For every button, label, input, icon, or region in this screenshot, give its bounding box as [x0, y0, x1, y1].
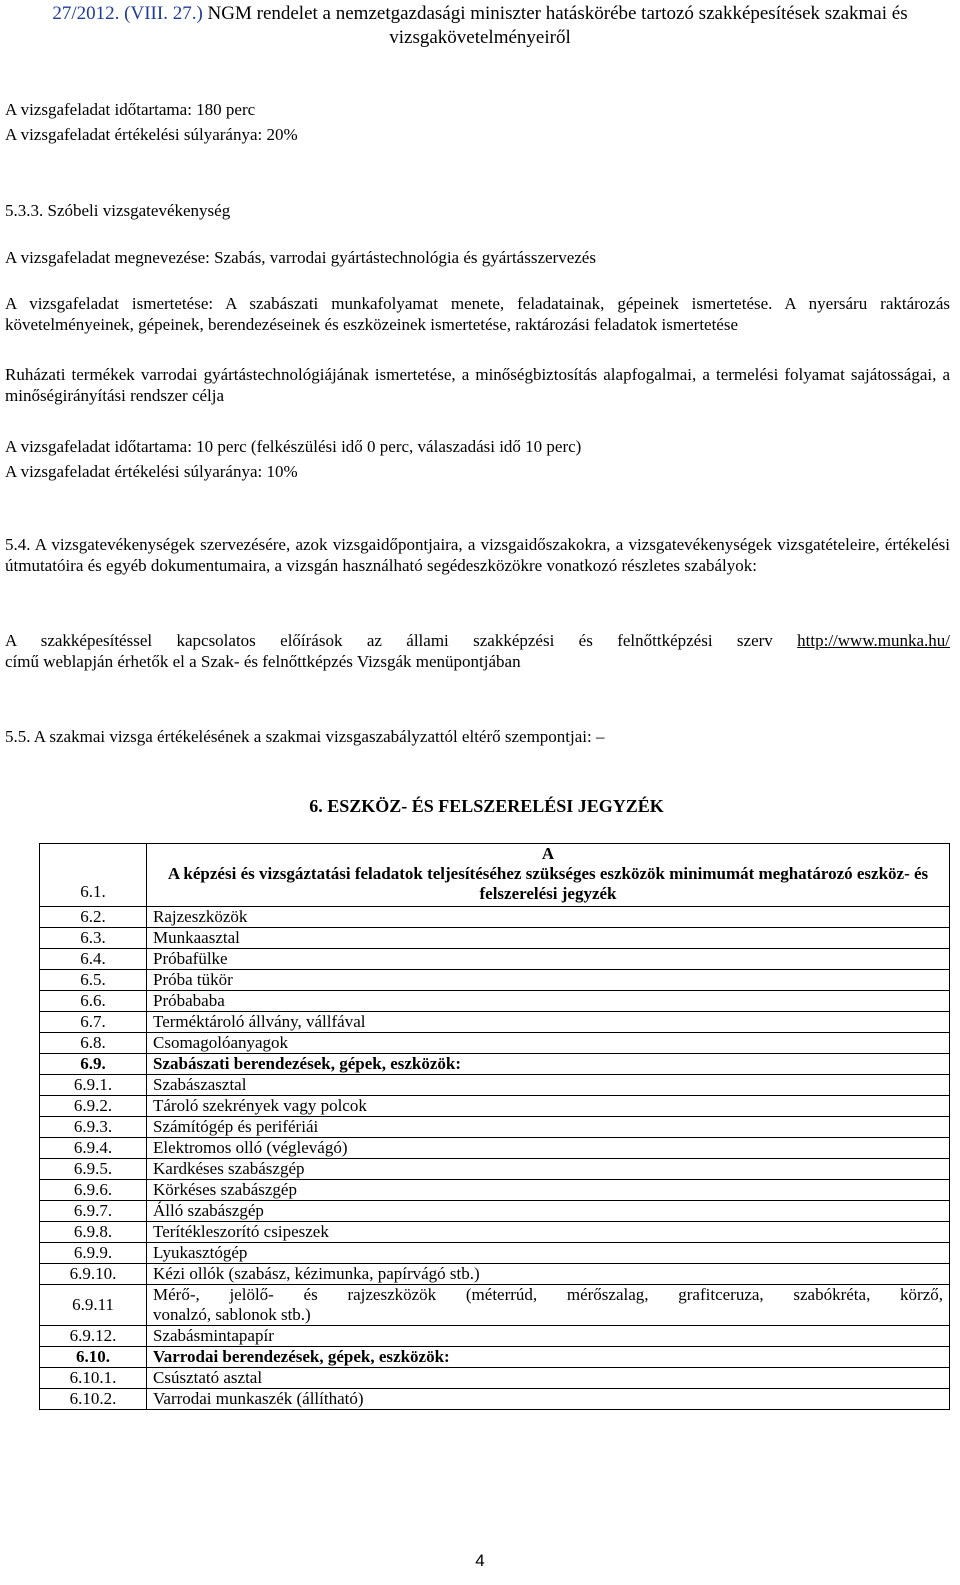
row-text: Tároló szekrények vagy polcok [147, 1096, 950, 1117]
section-54-info [5, 630, 950, 672]
table-row [40, 949, 950, 970]
row-text: Álló szabászgép [147, 1201, 950, 1222]
table-row [40, 1117, 950, 1138]
exam-task-weight: A vizsgafeladat értékelési súlyaránya: 10% [5, 462, 298, 481]
table-row [40, 1222, 950, 1243]
prev-weight: A vizsgafeladat értékelési súlyaránya: 20% [5, 125, 298, 144]
header-title: NGM rendelet a nemzetgazdasági miniszter hatáskörébe tartozó szakképesítések szakmai és vizsgakövetelményeiről [207, 3, 908, 48]
row-number: 6.8. [40, 1033, 147, 1054]
row-text: Terméktároló állvány, vállfával [147, 1012, 950, 1033]
row-text: Számítógép és perifériái [147, 1117, 950, 1138]
section-533-heading: 5.3.3. Szóbeli vizsgatevékenység [5, 201, 231, 220]
equipment-table [39, 843, 950, 1410]
row-number: 6.10. [40, 1347, 147, 1368]
munka-hu-link[interactable]: http://www.munka.hu/ [797, 631, 950, 650]
row-number: 6.9.2. [40, 1096, 147, 1117]
exam-task-description: A vizsgafeladat ismertetése: A szabászati munkafolyamat menete, feladatainak, gépeinek ismertetése. A nyersáru raktározás követelményeinek, gépeinek, berendezéseinek és eszközeinek ismertetése, raktározási feladatok ismertetése [5, 294, 950, 334]
row-number: 6.9.8. [40, 1222, 147, 1243]
row-text: Kardkéses szabászgép [147, 1159, 950, 1180]
table-row [40, 1285, 950, 1326]
row-text: Varrodai munkaszék (állítható) [147, 1389, 950, 1410]
row-text-line-2: vonalzó, sablonok stb.) [153, 1305, 311, 1324]
table-header-col-letter: A [541, 844, 555, 863]
row-text: Szabásmintapapír [147, 1326, 950, 1347]
table-row [40, 1389, 950, 1410]
table-row [40, 991, 950, 1012]
table-row [40, 1075, 950, 1096]
row-number: 6.9.6. [40, 1180, 147, 1201]
row-text: Próba tükör [147, 970, 950, 991]
row-number: 6.9.11 [40, 1285, 147, 1326]
table-row [40, 1012, 950, 1033]
row-number: 6.9.12. [40, 1326, 147, 1347]
table-row [40, 1347, 950, 1368]
row-text: Munkaasztal [147, 928, 950, 949]
exam-task-name: A vizsgafeladat megnevezése: Szabás, varrodai gyártástechnológia és gyártásszervezés [5, 248, 596, 267]
section-54-text: 5.4. A vizsgatevékenységek szervezésére, azok vizsgaidőpontjaira, a vizsgaidőszakokra, a vizsgatevékenységek vizsgatételeire, értékelési útmutatóira és egyéb dokumentumaira, a vizsgán használható segédeszközökre vonatkozó részletes szabályok: [5, 535, 950, 575]
section-55-text: 5.5. A szakmai vizsga értékelésének a szakmai vizsgaszabályzattól eltérő szempontjai: – [5, 727, 605, 746]
row-text: Rajzeszközök [147, 907, 950, 928]
row-text: Varrodai berendezések, gépek, eszközök: [147, 1347, 950, 1368]
page-header [0, 2, 960, 50]
row-text: Körkéses szabászgép [147, 1180, 950, 1201]
row-number: 6.10.2. [40, 1389, 147, 1410]
table-row [40, 1201, 950, 1222]
table-header-cell [147, 844, 950, 907]
row-text: Terítékleszorító csipeszek [147, 1222, 950, 1243]
row-text: Kézi ollók (szabász, kézimunka, papírvágó stb.) [147, 1264, 950, 1285]
row-number: 6.9.4. [40, 1138, 147, 1159]
row-text: Szabászati berendezések, gépek, eszközök: [147, 1054, 950, 1075]
row-text: Elektromos olló (véglevágó) [147, 1138, 950, 1159]
table-row [40, 928, 950, 949]
row-text: Csomagolóanyagok [147, 1033, 950, 1054]
table-header-row [40, 844, 950, 907]
row-number: 6.2. [40, 907, 147, 928]
row-text [147, 1285, 950, 1326]
row-text: Csúsztató asztal [147, 1368, 950, 1389]
table-row [40, 907, 950, 928]
table-row [40, 1033, 950, 1054]
row-number: 6.9.9. [40, 1243, 147, 1264]
row-number: 6.5. [40, 970, 147, 991]
row-text: Lyukasztógép [147, 1243, 950, 1264]
page-number: 4 [475, 1551, 485, 1570]
row-number: 6.6. [40, 991, 147, 1012]
section-54-info-after: című weblapján érhetők el a Szak- és felnőttképzés Vizsgák menüpontjában [5, 652, 521, 671]
row-number: 6.9. [40, 1054, 147, 1075]
exam-task-description-2: Ruházati termékek varrodai gyártástechnológiájának ismertetése, a minőségbiztosítás alapfogalmai, a termelési folyamat sajátosságai, a minőségirányítási rendszer célja [5, 365, 950, 405]
table-row [40, 1138, 950, 1159]
table-row [40, 970, 950, 991]
row-text: Próbababa [147, 991, 950, 1012]
table-row [40, 1264, 950, 1285]
table-row [40, 1243, 950, 1264]
section-54-info-text: A szakképesítéssel kapcsolatos előírások az állami szakképzési és felnőttképzési szerv [5, 631, 798, 650]
prev-duration: A vizsgafeladat időtartama: 180 perc [5, 100, 256, 119]
row-number: 6.3. [40, 928, 147, 949]
row-number: 6.9.3. [40, 1117, 147, 1138]
table-row [40, 1159, 950, 1180]
row-number: 6.9.7. [40, 1201, 147, 1222]
table-row [40, 1368, 950, 1389]
table-row [40, 1180, 950, 1201]
row-number: 6.7. [40, 1012, 147, 1033]
table-row [40, 1326, 950, 1347]
row-number: 6.10.1. [40, 1368, 147, 1389]
table-header-text: A képzési és vizsgáztatási feladatok teljesítéséhez szükséges eszközök minimumát meghatározó eszköz- és felszerelési jegyzék [167, 864, 929, 903]
header-ref: 27/2012. (VIII. 27.) [52, 3, 203, 24]
row-number: 6.4. [40, 949, 147, 970]
row-number: 6.9.5. [40, 1159, 147, 1180]
row-text-line-1: Mérő-, jelölő- és rajzeszközök (méterrúd, mérőszalag, grafitceruza, szabókréta, körző, [153, 1285, 943, 1304]
table-row [40, 1054, 950, 1075]
row-text: Szabászasztal [147, 1075, 950, 1096]
row-number: 6.9.10. [40, 1264, 147, 1285]
exam-task-duration: A vizsgafeladat időtartama: 10 perc (felkészülési idő 0 perc, válaszadási idő 10 perc) [5, 437, 582, 456]
table-header-num: 6.1. [40, 844, 147, 907]
section-6-title: 6. ESZKÖZ- ÉS FELSZERELÉSI JEGYZÉK [309, 796, 664, 816]
row-number: 6.9.1. [40, 1075, 147, 1096]
table-row [40, 1096, 950, 1117]
row-text: Próbafülke [147, 949, 950, 970]
